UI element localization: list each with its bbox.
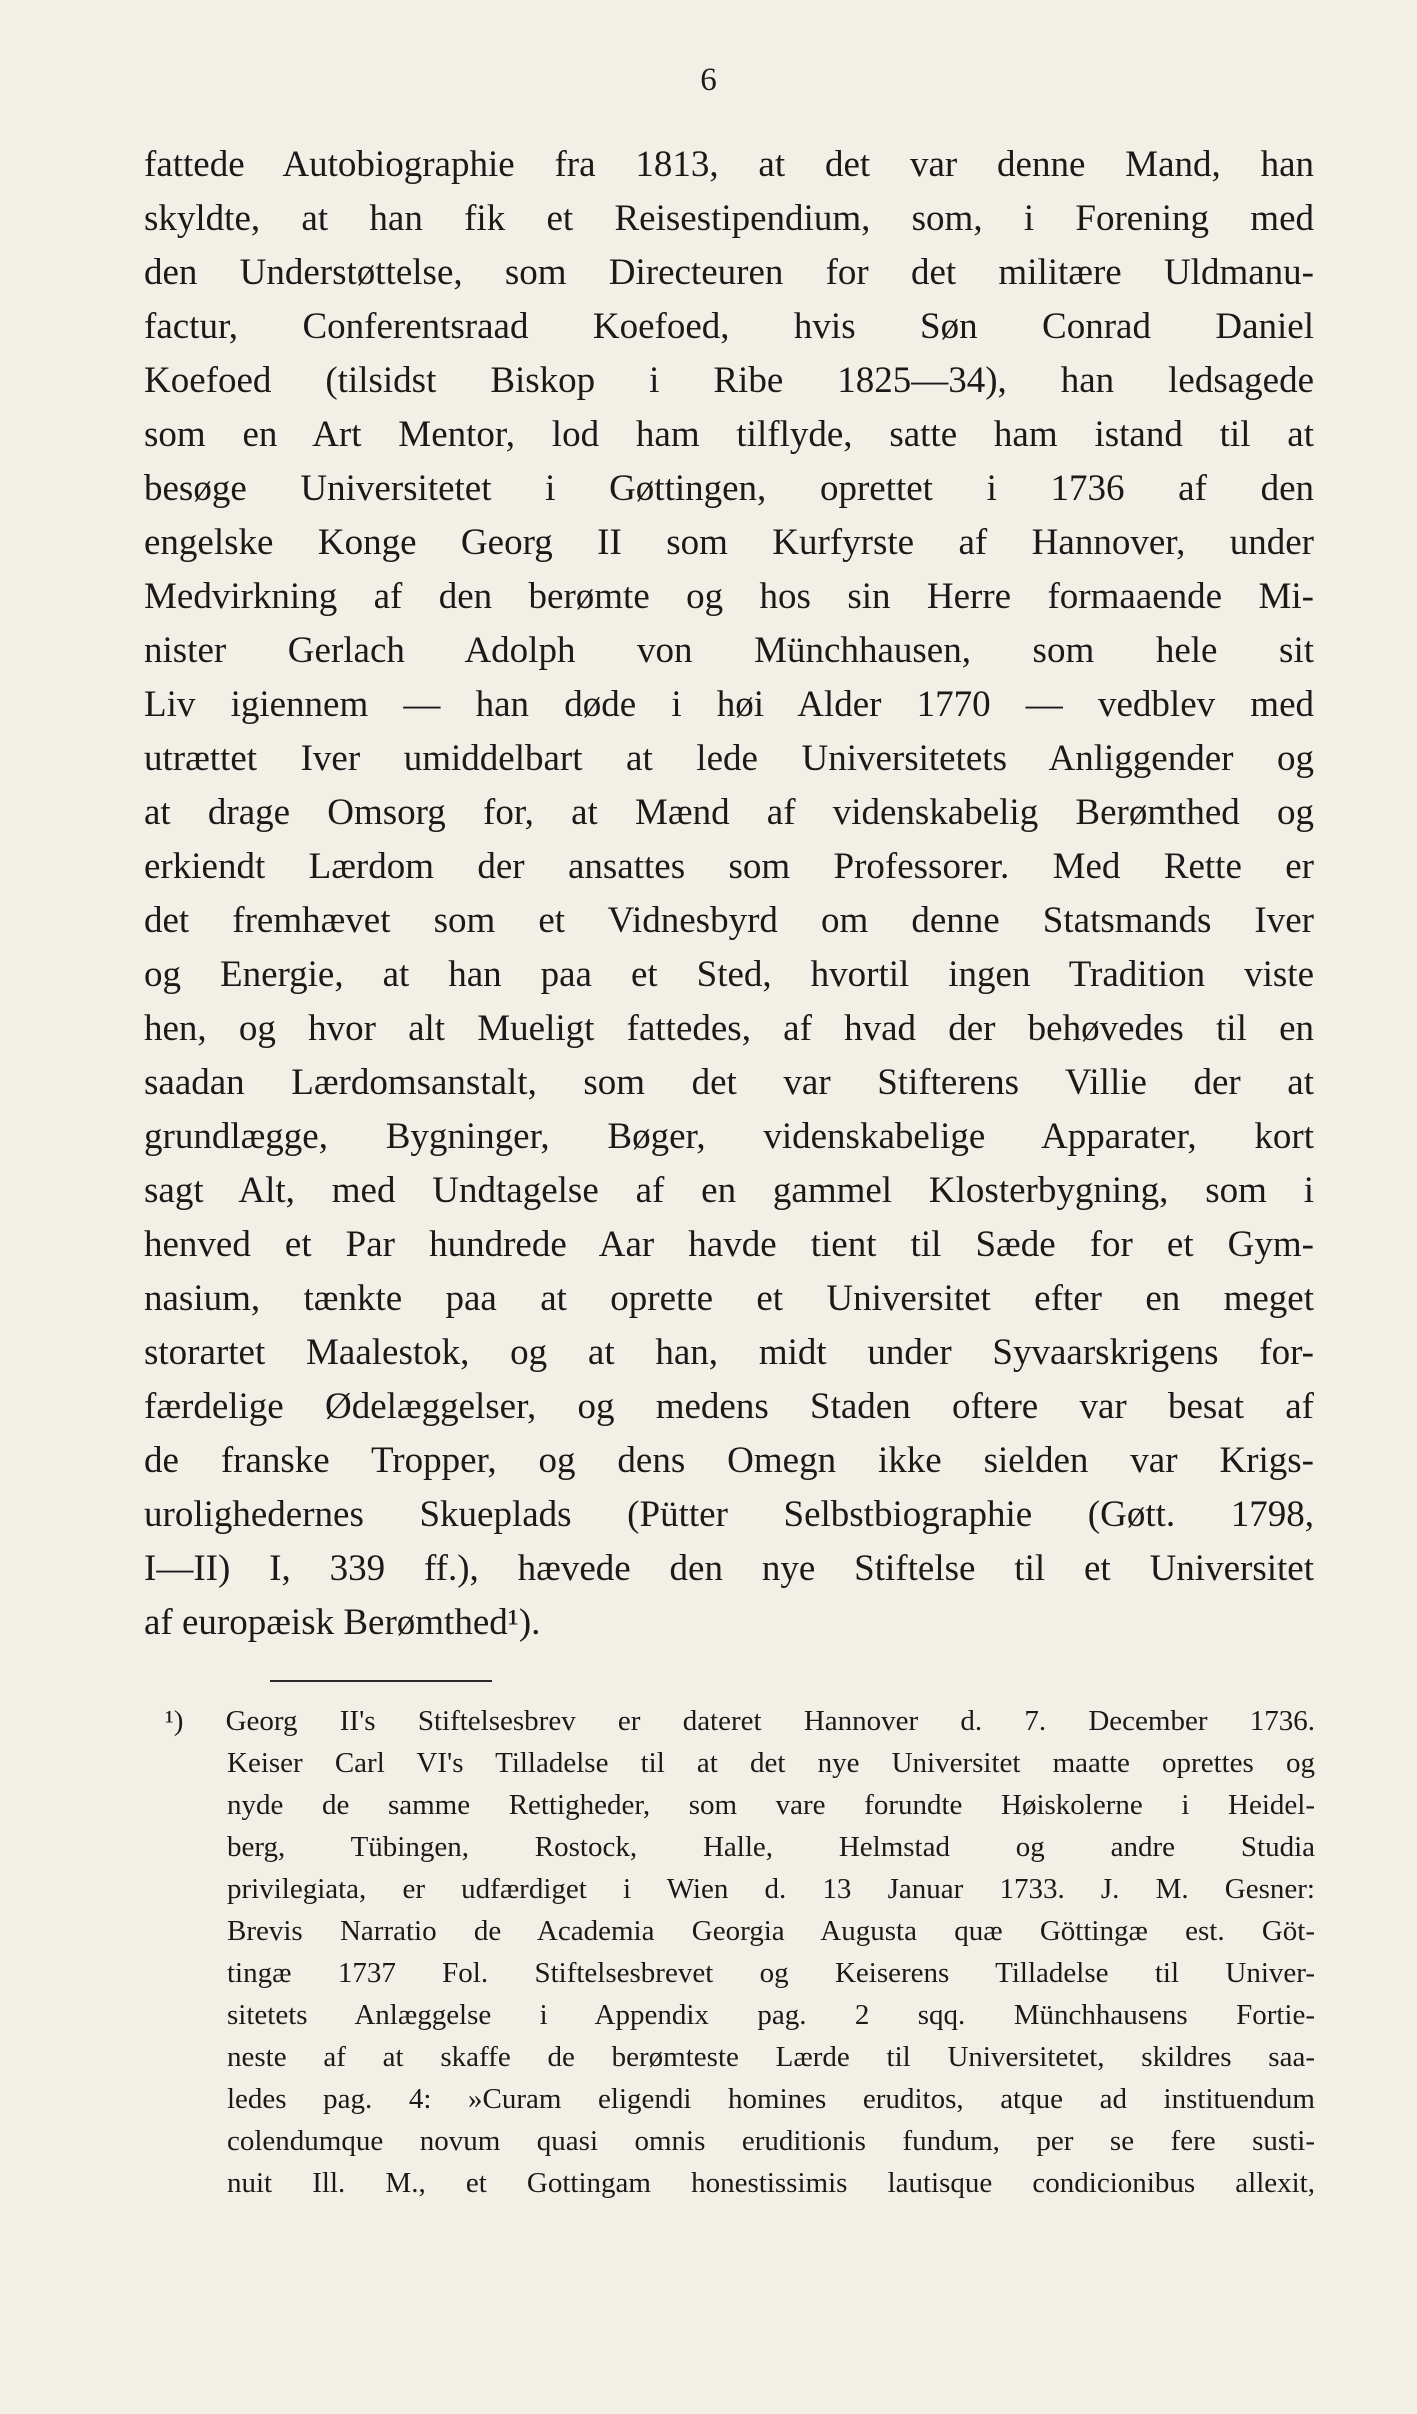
footnote-line: Keiser Carl VI's Tilladelse til at det nye Universitet maatte oprettes og xyxy=(227,1747,1315,1779)
body-line: Liv igiennem — han døde i høi Alder 1770 — vedblev med xyxy=(144,684,1314,725)
body-line: skyldte, at han fik et Reisestipendium, som, i Forening med xyxy=(144,198,1314,239)
footnote-separator xyxy=(270,1680,492,1682)
body-line: færdelige Ødelæggelser, og medens Staden oftere var besat af xyxy=(144,1386,1314,1427)
body-line: henved et Par hundrede Aar havde tient til Sæde for et Gym- xyxy=(144,1224,1314,1265)
body-line: Koefoed (tilsidst Biskop i Ribe 1825—34), han ledsagede xyxy=(144,360,1314,401)
footnotes xyxy=(165,1700,1315,2204)
body-line: den Understøttelse, som Directeuren for det militære Uldmanu- xyxy=(144,252,1314,293)
body-line: sagt Alt, med Undtagelse af en gammel Klosterbygning, som i xyxy=(144,1170,1314,1211)
body-line: erkiendt Lærdom der ansattes som Professorer. Med Rette er xyxy=(144,846,1314,887)
body-line: fattede Autobiographie fra 1813, at det var denne Mand, han xyxy=(144,144,1314,185)
footnote-line: ledes pag. 4: »Curam eligendi homines eruditos, atque ad instituendum xyxy=(227,2083,1315,2115)
body-line: det fremhævet som et Vidnesbyrd om denne Statsmands Iver xyxy=(144,900,1314,941)
footnote-line: sitetets Anlæggelse i Appendix pag. 2 sqq. Münchhausens Fortie- xyxy=(227,1999,1315,2031)
page-number: 6 xyxy=(700,62,717,98)
body-line: engelske Konge Georg II som Kurfyrste af Hannover, under xyxy=(144,522,1314,563)
body-line: som en Art Mentor, lod ham tilflyde, satte ham istand til at xyxy=(144,414,1314,455)
body-line: utrættet Iver umiddelbart at lede Universitetets Anliggender og xyxy=(144,738,1314,779)
footnote-line: privilegiata, er udfærdiget i Wien d. 13 Januar 1733. J. M. Gesner: xyxy=(227,1873,1315,1905)
footnote-line: Brevis Narratio de Academia Georgia Augusta quæ Göttingæ est. Göt- xyxy=(227,1915,1315,1947)
footnote-line: colendumque novum quasi omnis eruditionis fundum, per se fere susti- xyxy=(227,2125,1315,2157)
body-line: de franske Tropper, og dens Omegn ikke sielden var Krigs- xyxy=(144,1440,1314,1481)
footnote-line: neste af at skaffe de berømteste Lærde til Universitetet, skildres saa- xyxy=(227,2041,1315,2073)
body-line: factur, Conferentsraad Koefoed, hvis Søn Conrad Daniel xyxy=(144,306,1314,347)
body-line: storartet Maalestok, og at han, midt under Syvaarskrigens for- xyxy=(144,1332,1314,1373)
body-line: hen, og hvor alt Mueligt fattedes, af hvad der behøvedes til en xyxy=(144,1008,1314,1049)
footnote-line: nuit Ill. M., et Gottingam honestissimis lautisque condicionibus allexit, xyxy=(227,2167,1315,2199)
body-line: besøge Universitetet i Gøttingen, oprettet i 1736 af den xyxy=(144,468,1314,509)
body-line: Medvirkning af den berømte og hos sin Herre formaaende Mi- xyxy=(144,576,1314,617)
body-line: grundlægge, Bygninger, Bøger, videnskabelige Apparater, kort xyxy=(144,1116,1314,1157)
body-line: I—II) I, 339 ff.), hævede den nye Stiftelse til et Universitet xyxy=(144,1548,1314,1589)
footnote-line: tingæ 1737 Fol. Stiftelsesbrevet og Keiserens Tilladelse til Univer- xyxy=(227,1957,1315,1989)
footnote-line: berg, Tübingen, Rostock, Halle, Helmstad og andre Studia xyxy=(227,1831,1315,1863)
footnote-line: ¹) Georg II's Stiftelsesbrev er dateret Hannover d. 7. December 1736. xyxy=(165,1705,1315,1737)
body-line: urolighedernes Skueplads (Pütter Selbstbiographie (Gøtt. 1798, xyxy=(144,1494,1314,1535)
body-line: og Energie, at han paa et Sted, hvortil ingen Tradition viste xyxy=(144,954,1314,995)
body-line: nasium, tænkte paa at oprette et Universitet efter en meget xyxy=(144,1278,1314,1319)
body-line: at drage Omsorg for, at Mænd af videnskabelig Berømthed og xyxy=(144,792,1314,833)
body-line: af europæisk Berømthed¹). xyxy=(144,1602,541,1643)
body-line: nister Gerlach Adolph von Münchhausen, som hele sit xyxy=(144,630,1314,671)
body-line: saadan Lærdomsanstalt, som det var Stifterens Villie der at xyxy=(144,1062,1314,1103)
body-text xyxy=(144,138,1314,1650)
footnote-line: nyde de samme Rettigheder, som vare forundte Høiskolerne i Heidel- xyxy=(227,1789,1315,1821)
